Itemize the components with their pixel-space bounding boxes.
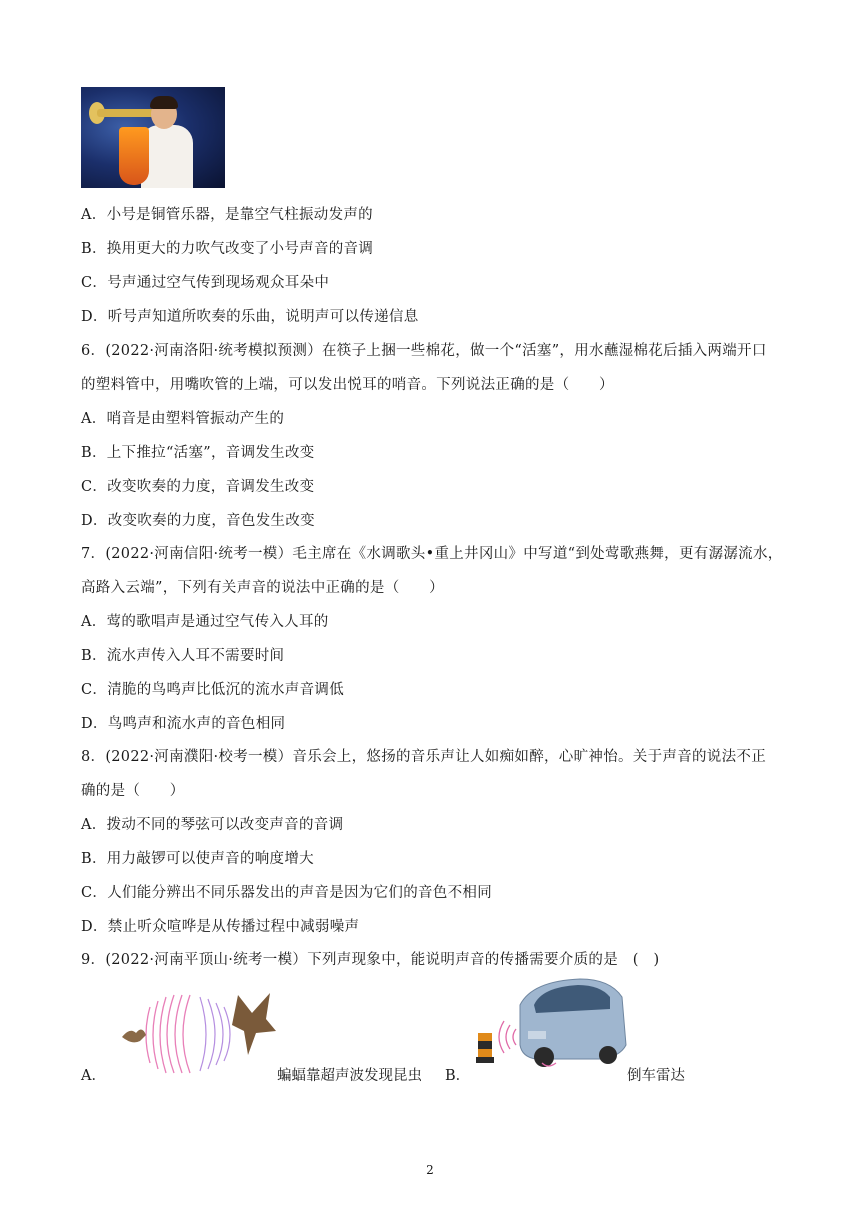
q5-option-a: A．小号是铜管乐器，是靠空气柱振动发声的	[81, 207, 373, 223]
q8-option-c: C．人们能分辨出不同乐器发出的声音是因为它们的音色不相同	[81, 885, 492, 901]
q8-option-b: B．用力敲锣可以使声音的响度增大	[81, 851, 314, 867]
page-number: 2	[426, 1163, 434, 1177]
q5-option-d: D．听号声知道所吹奏的乐曲，说明声可以传递信息	[81, 309, 419, 325]
q7-option-d: D．鸟鸣声和流水声的音色相同	[81, 716, 286, 732]
q6-option-d: D．改变吹奏的力度，音色发生改变	[81, 513, 315, 529]
reversing-radar-figure	[470, 975, 630, 1075]
q9-option-a-caption: 蝙蝠靠超声波发现昆虫	[277, 1068, 422, 1084]
q9-option-b-caption: 倒车雷达	[627, 1068, 685, 1084]
q9-option-a-letter: A．	[81, 1068, 106, 1084]
q9-option-b-letter: B．	[445, 1068, 471, 1084]
q7-option-b: B．流水声传入人耳不需要时间	[81, 648, 285, 664]
bat-ultrasound-figure	[120, 985, 280, 1075]
trumpet-banner	[119, 127, 149, 185]
q5-option-c: C．号声通过空气传到现场观众耳朵中	[81, 275, 330, 291]
q8-option-a: A．拨动不同的琴弦可以改变声音的音调	[81, 817, 344, 833]
trumpet-player-photo	[81, 87, 225, 188]
trumpet	[97, 109, 159, 117]
q7-option-c: C．清脆的鸟鸣声比低沉的流水声音调低	[81, 682, 344, 698]
q7-stem-line2: 高路入云端”，下列有关声音的说法中正确的是（ ）	[81, 580, 444, 596]
q6-stem-line1: 6．(2022·河南洛阳·统考模拟预测）在筷子上捆一些棉花，做一个“活塞”，用水蘸湿棉花后插入两端开口	[81, 343, 767, 359]
q5-option-b: B．换用更大的力吹气改变了小号声音的音调	[81, 241, 374, 257]
q8-stem-line2: 确的是（ ）	[81, 783, 185, 799]
q8-stem-line1: 8．(2022·河南濮阳·校考一模）音乐会上，悠扬的音乐声让人如痴如醉，心旷神怡。关于声音的说法不正	[81, 749, 766, 765]
q9-stem: 9．(2022·河南平顶山·统考一模）下列声现象中，能说明声音的传播需要介质的是 ( )	[81, 952, 660, 968]
q8-option-d: D．禁止听众喧哗是从传播过程中减弱噪声	[81, 919, 360, 935]
q6-stem-line2: 的塑料管中，用嘴吹管的上端，可以发出悦耳的哨音。下列说法正确的是（ ）	[81, 377, 614, 393]
player-hair	[150, 96, 178, 109]
q6-option-b: B．上下推拉“活塞”，音调发生改变	[81, 445, 315, 461]
q7-stem-line1: 7．(2022·河南信阳·统考一模）毛主席在《水调歌头•重上井冈山》中写道“到处莺歌燕舞，更有潺潺流水，	[81, 546, 783, 562]
q6-option-a: A．哨音是由塑料管振动产生的	[81, 411, 285, 427]
q6-option-c: C．改变吹奏的力度，音调发生改变	[81, 479, 315, 495]
q7-option-a: A．莺的歌唱声是通过空气传入人耳的	[81, 614, 329, 630]
